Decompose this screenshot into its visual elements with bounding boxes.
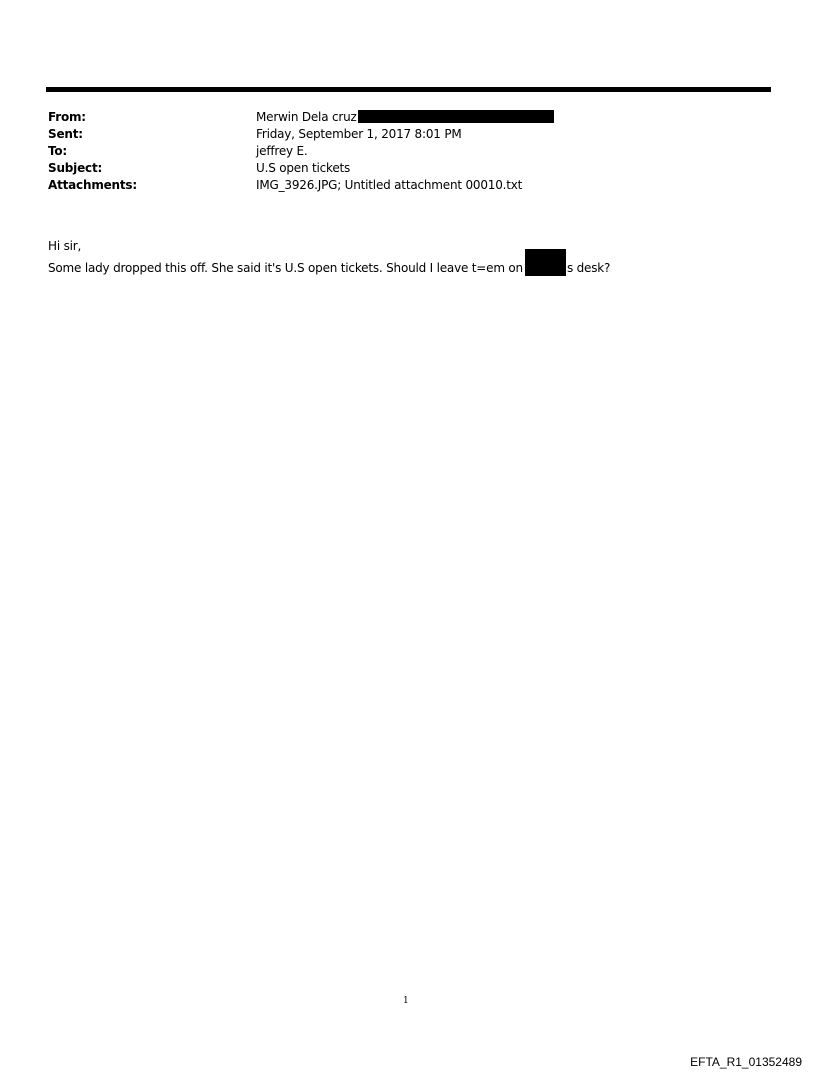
subject-value: U.S open tickets — [256, 161, 351, 175]
to-value: jeffrey E. — [256, 144, 308, 158]
to-row — [48, 143, 748, 160]
sent-row — [48, 126, 748, 143]
attachments-row — [48, 177, 748, 194]
attachments-value: IMG_3926.JPG; Untitled attachment 00010.txt — [256, 178, 523, 192]
page-number: 1 — [403, 996, 409, 1006]
sent-value: Friday, September 1, 2017 8:01 PM — [256, 127, 462, 141]
email-body — [48, 238, 610, 282]
greeting: Hi sir, — [48, 239, 82, 253]
redaction-box — [525, 249, 566, 276]
bates-number: EFTA_R1_01352489 — [690, 1055, 802, 1069]
sent-label: Sent: — [48, 127, 83, 141]
message-line — [48, 255, 610, 282]
attachments-label: Attachments: — [48, 178, 137, 192]
message-text-end: s desk? — [566, 261, 611, 275]
from-label: From: — [48, 110, 86, 124]
from-name: Merwin Dela cruz — [256, 110, 357, 124]
subject-label: Subject: — [48, 161, 103, 175]
email-header — [48, 109, 748, 194]
from-row — [48, 109, 748, 126]
from-value — [256, 109, 554, 126]
subject-row — [48, 160, 748, 177]
header-rule — [46, 87, 771, 92]
redaction-box — [358, 110, 554, 123]
to-label: To: — [48, 144, 68, 158]
message-text: Some lady dropped this off. She said it's U.S open tickets. Should I leave t=em on — [48, 261, 523, 275]
